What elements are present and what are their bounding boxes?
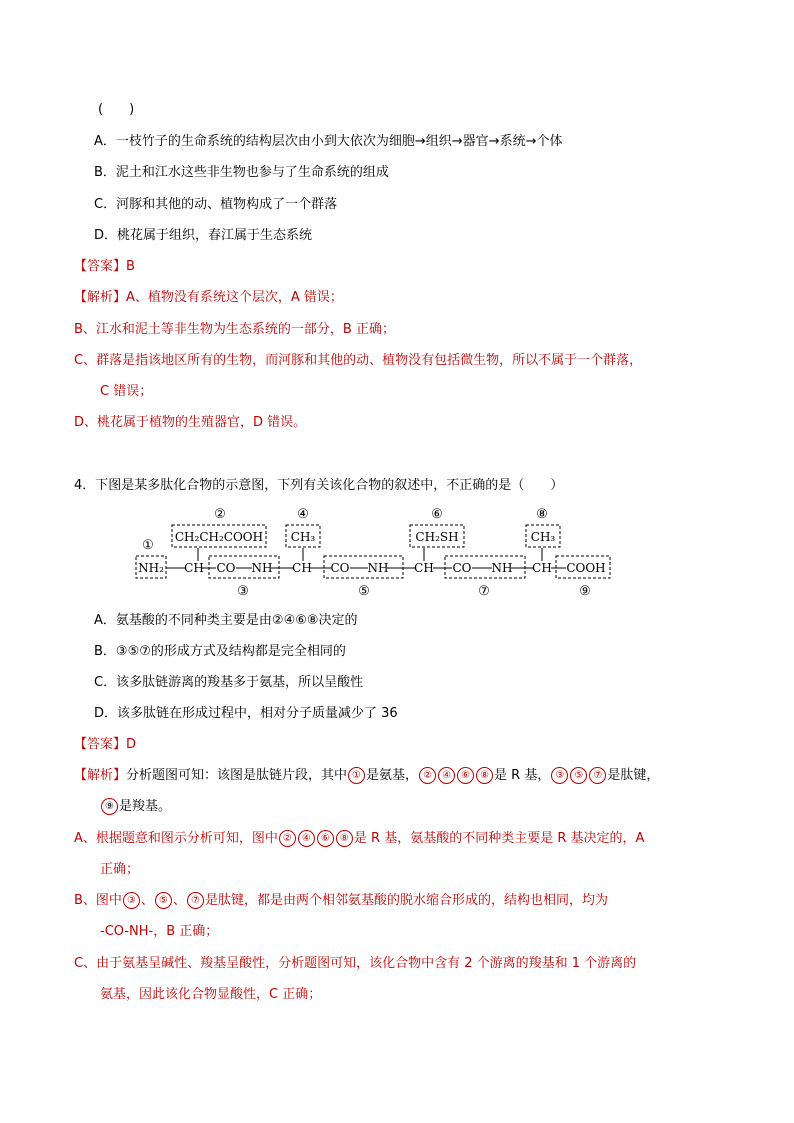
label-1: ① <box>142 538 154 553</box>
amide-1: NH <box>251 561 273 575</box>
label-5: ⑤ <box>358 584 370 599</box>
circled-number: ⑤ <box>155 892 172 909</box>
analysis-text: 是氨基， <box>366 768 419 783</box>
q3-analysis-c-cont: C 错误； <box>100 384 153 399</box>
carbonyl-3: CO <box>452 561 472 575</box>
alpha-carbon-1: CH <box>184 561 204 575</box>
circled-number: ⑨ <box>101 798 118 815</box>
q4-analysis-c: C、由于氨基呈碱性、羧基呈酸性，分析题图可知，该化合物中含有 2 个游离的羧基和 1 个游离的 <box>74 956 637 971</box>
q4-analysis-b <box>74 892 608 910</box>
analysis-text: 是肽键， <box>607 768 660 783</box>
circled-number: ⑦ <box>187 892 204 909</box>
label-6: ⑥ <box>431 507 443 522</box>
circled-number: ⑧ <box>476 767 493 784</box>
label-9: ⑨ <box>579 584 591 599</box>
option-a-text: A．氨基酸的不同种类主要是由 <box>94 613 272 628</box>
label-7: ⑦ <box>478 584 490 599</box>
q4-analysis-a-cont: 正确； <box>100 862 140 877</box>
q3-option-c: C．河豚和其他的动、植物构成了一个群落 <box>94 197 338 212</box>
separator: 、 <box>140 893 154 908</box>
q3-option-a: A．一枝竹子的生命系统的结构层次由小到大依次为细胞→组织→器官→系统→个体 <box>94 134 563 149</box>
circled-number: ④ <box>283 613 296 628</box>
analysis-label: 【解析】 <box>74 768 127 783</box>
analysis-line: A、植物没有系统这个层次，A 错误； <box>126 290 343 305</box>
q4-analysis-c-cont: 氨基，因此该化合物显酸性，C 正确； <box>100 987 322 1002</box>
q3-analysis-c: C、群落是指该地区所有的生物，而河豚和其他的动、植物没有包括微生物，所以不属于一个群落， <box>74 353 643 368</box>
q3-analysis-a <box>74 289 343 307</box>
q4-option-d: D．该多肽链在形成过程中，相对分子质量减少了 36 <box>94 706 398 721</box>
circled-number: ⑥ <box>457 767 474 784</box>
circled-number: ⑦ <box>139 644 151 659</box>
circled-number: ⑤ <box>127 644 140 659</box>
q4-analysis-b-cont: -CO-NH-，B 正确； <box>100 924 219 939</box>
q3-answer <box>74 258 135 276</box>
option-a-tail: 决定的 <box>318 613 358 628</box>
analysis-text: 是 R 基， <box>494 768 551 783</box>
circled-number: ② <box>419 767 436 784</box>
circled-number: ⑧ <box>306 613 319 628</box>
q3-analysis-d: D、桃花属于植物的生殖器官，D 错误。 <box>74 415 307 430</box>
circled-number: ③ <box>115 644 128 659</box>
analysis-text: 是 R 基，氨基酸的不同种类主要是 R 基决定的，A <box>353 831 645 846</box>
answer-label: 【答案】 <box>74 737 127 752</box>
answer-value: B <box>126 259 135 274</box>
alpha-carbon-3: CH <box>414 561 434 575</box>
question-paren: ( ) <box>98 102 135 117</box>
amide-2: NH <box>367 561 389 575</box>
circled-number: ② <box>271 613 284 628</box>
r-group-4: CH₃ <box>290 530 316 544</box>
polypeptide-diagram <box>128 502 618 600</box>
analysis-text: 分析题图可知：该图是肽链片段，其中 <box>126 768 348 783</box>
carbonyl-2: CO <box>330 561 350 575</box>
q4-option-a <box>94 612 358 630</box>
circled-number: ⑤ <box>570 767 587 784</box>
label-8: ⑧ <box>536 507 548 522</box>
q4-analysis-a <box>74 830 644 848</box>
q3-analysis-b: B、江水和泥土等非生物为生态系统的一部分，B 正确； <box>74 322 395 337</box>
alpha-carbon-4: CH <box>532 561 552 575</box>
analysis-label: 【解析】 <box>74 290 127 305</box>
circled-number: ① <box>348 767 365 784</box>
analysis-text: 是肽键，都是由两个相邻氨基酸的脱水缩合形成的，结构也相同，均为 <box>204 893 608 908</box>
q4-option-c: C．该多肽链游离的羧基多于氨基，所以呈酸性 <box>94 675 364 690</box>
carboxyl-group: COOH <box>566 561 606 575</box>
label-2: ② <box>214 507 226 522</box>
r-group-8: CH₃ <box>530 530 556 544</box>
amino-group: NH₂ <box>138 561 164 575</box>
q4-analysis-intro-cont <box>100 798 171 816</box>
analysis-text: B、图中 <box>74 893 122 908</box>
circled-number: ④ <box>438 767 455 784</box>
circled-number: ⑥ <box>295 613 307 628</box>
label-4: ④ <box>297 507 309 522</box>
circled-number: ③ <box>551 767 568 784</box>
circled-number: ② <box>279 830 296 847</box>
carbonyl-1: CO <box>216 561 236 575</box>
label-3: ③ <box>237 584 249 599</box>
q4-analysis-intro <box>74 767 659 785</box>
q4-stem: 4．下图是某多肽化合物的示意图，下列有关该化合物的叙述中，不正确的是（ ） <box>74 478 564 493</box>
option-b-tail: 的形成方式及结构都是完全相同的 <box>150 644 346 659</box>
q3-option-b: B．泥土和江水这些非生物也参与了生命系统的组成 <box>94 165 389 180</box>
amide-3: NH <box>491 561 513 575</box>
r-group-6: CH₂SH <box>415 530 459 544</box>
q4-option-b <box>94 643 346 661</box>
alpha-carbon-2: CH <box>292 561 312 575</box>
answer-value: D <box>126 737 137 752</box>
circled-number: ③ <box>123 892 140 909</box>
circled-number: ⑦ <box>589 767 606 784</box>
circled-number: ⑧ <box>336 830 353 847</box>
separator: 、 <box>172 893 186 908</box>
q4-answer <box>74 736 136 754</box>
analysis-text: A、根据题意和图示分析可知，图中 <box>74 831 278 846</box>
analysis-text: 是羧基。 <box>119 799 172 814</box>
q3-option-d: D．桃花属于组织，春江属于生态系统 <box>94 228 313 243</box>
r-group-2: CH₂CH₂COOH <box>174 530 264 544</box>
option-b-text: B． <box>94 644 116 659</box>
circled-number: ④ <box>298 830 315 847</box>
circled-number: ⑥ <box>317 830 334 847</box>
answer-label: 【答案】 <box>74 259 127 274</box>
